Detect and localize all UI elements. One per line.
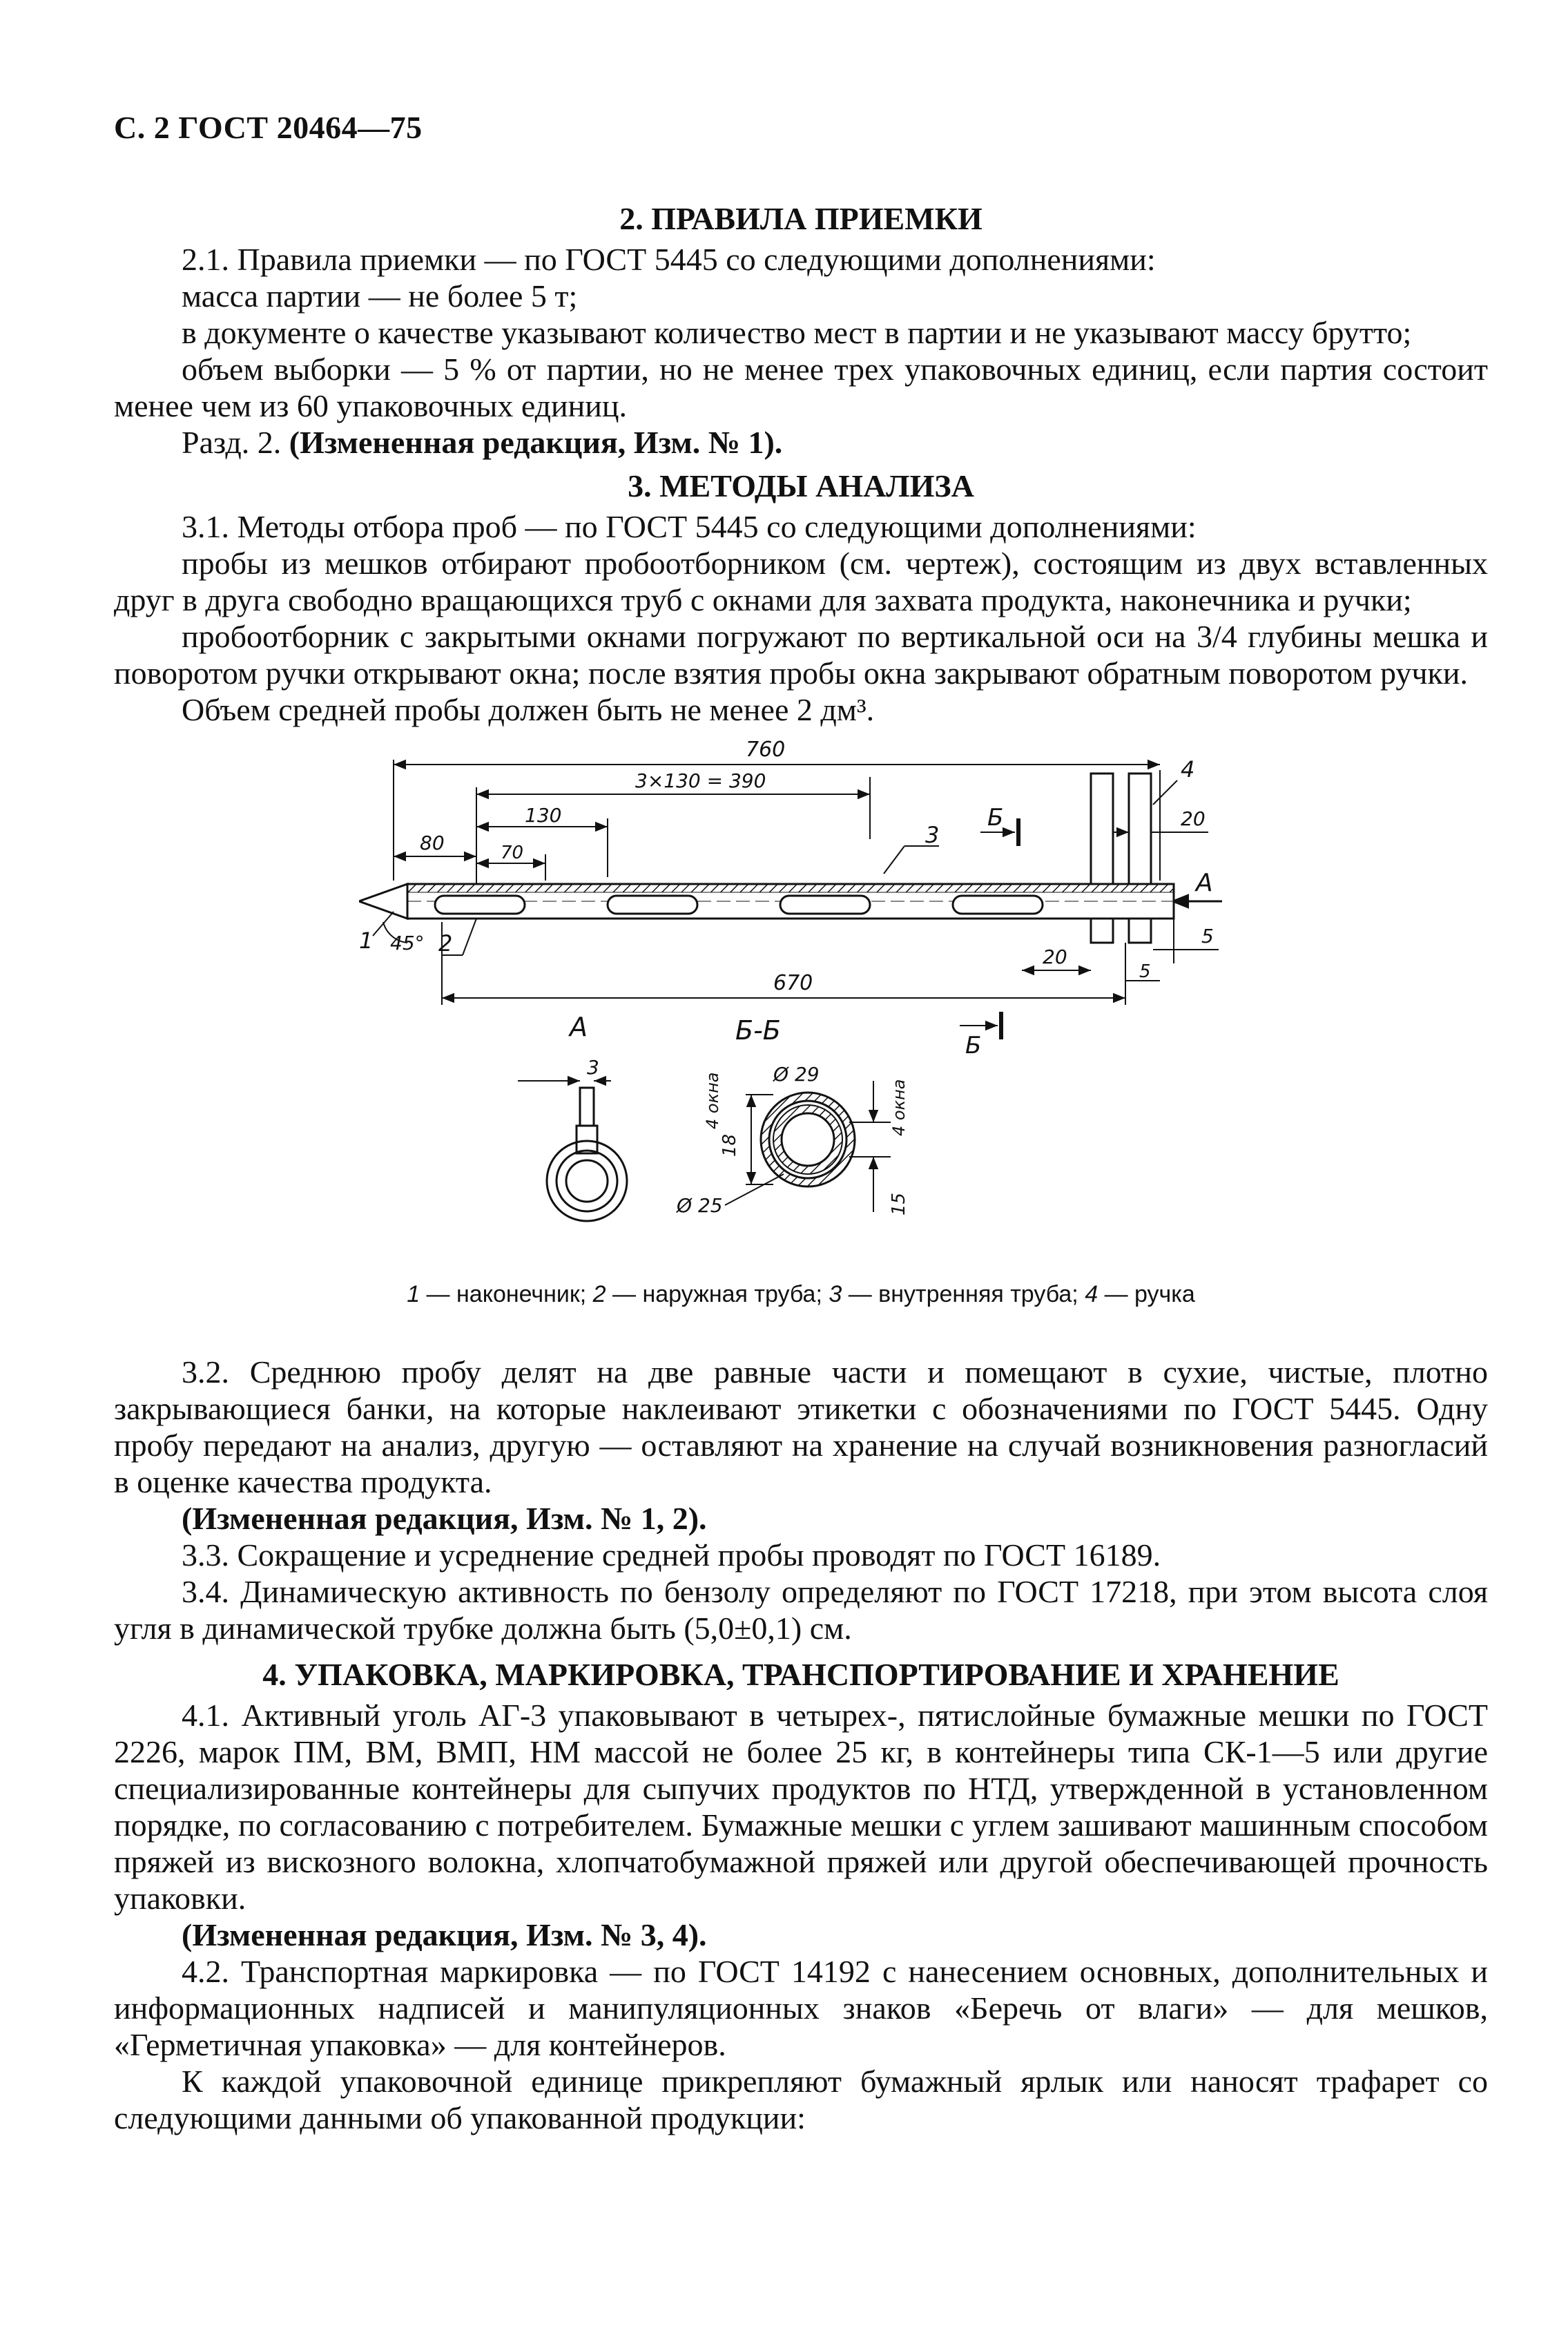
page-header: С. 2 ГОСТ 20464—75 (114, 110, 423, 145)
caption-num-4: 4 (1085, 1281, 1098, 1307)
paragraph-3-3: 3.3. Сокращение и усреднение средней пробы проводят по ГОСТ 16189. (182, 1537, 1161, 1573)
angle-45: 45° (390, 932, 425, 954)
paragraph-2-1-sample: объем выборки — 5 % от партии, но не менее трех упаковочных единиц, если партия состоит менее чем из 60 упаковочных единиц. (114, 352, 1488, 423)
amendment-prefix: Разд. 2. (182, 425, 282, 460)
paragraph-4-2-label: К каждой упаковочной единице прикрепляют бумажный ярлык или наносят трафарет со следующими данными об упакованной продукции: (114, 2064, 1488, 2135)
view-arrow-a: А (1196, 869, 1213, 897)
caption-text-1: — наконечник; (420, 1281, 593, 1307)
label-1: 1 (359, 928, 374, 954)
dim-760: 760 (746, 738, 786, 762)
section-mark-bottom: Б (965, 1032, 982, 1059)
dim-3: 3 (587, 1056, 599, 1079)
section-2-title: 2. ПРАВИЛА ПРИЕМКИ (619, 201, 983, 236)
sampler-drawing-svg (359, 736, 1229, 1260)
dim-d29: Ø 29 (773, 1063, 820, 1086)
paragraph-2-1-mass: масса партии — не более 5 т; (182, 278, 578, 314)
section-label: Б-Б (735, 1015, 781, 1046)
dim-20-lower: 20 (1043, 945, 1067, 968)
caption-num-1: 1 (407, 1281, 420, 1307)
dim-15: 15 (889, 1192, 909, 1216)
amendment-4-1: (Измененная редакция, Изм. № 3, 4). (182, 1917, 707, 1952)
sampler-drawing (359, 736, 1229, 1260)
figure-caption (114, 1281, 1488, 1308)
dim-3x130: 3×130 = 390 (635, 769, 766, 792)
paragraph-2-amendment (114, 424, 1488, 461)
paragraph-3-4: 3.4. Динамическую активность по бензолу определяют по ГОСТ 17218, при этом высота слоя угля в динамической трубке должна быть (5,0±0,1) см. (114, 1574, 1488, 1646)
caption-num-2: 2 (592, 1281, 606, 1307)
dim-70: 70 (501, 843, 524, 863)
dim-670: 670 (773, 971, 813, 995)
dim-20-handle: 20 (1181, 807, 1206, 830)
upper-text-block (114, 193, 1488, 728)
paragraph-4-2: 4.2. Транспортная маркировка — по ГОСТ 14192 с нанесением основных, дополнительных и информационных надписей и манипуляционных знаков «Беречь от влаги» — для мешков, «Герметичная упаковка» — для контейнеров. (114, 1954, 1488, 2062)
paragraph-3-1-sampler: пробоотборник с закрытыми окнами погружают по вертикальной оси на 3/4 глубины мешка и поворотом ручки открывают окна; после взятия пробы окна закрывают обратным поворотом ручки. (114, 619, 1488, 691)
section-4-title: 4. УПАКОВКА, МАРКИРОВКА, ТРАНСПОРТИРОВАНИЕ И ХРАНЕНИЕ (262, 1657, 1339, 1692)
caption-text-3: — внутренняя труба; (842, 1281, 1085, 1307)
okno-left: 4 окна (703, 1072, 722, 1129)
dim-d25: Ø 25 (677, 1194, 723, 1217)
section-3-title: 3. МЕТОДЫ АНАЛИЗА (628, 468, 974, 503)
paragraph-2-1: 2.1. Правила приемки — по ГОСТ 5445 со следующими дополнениями: (182, 242, 1156, 277)
dim-5-right: 5 (1201, 925, 1214, 948)
label-4: 4 (1181, 756, 1195, 782)
paragraph-3-2: 3.2. Среднюю пробу делят на две равные части и помещают в сухие, чистые, плотно закрывающиеся банки, на которые наклеивают этикетки с обозначениями по ГОСТ 5445. Одну пробу передают на анализ, другую — оставляют на хранение на случай возникновения разногласий в оценке качества продукта. (114, 1354, 1488, 1499)
dim-5-lower: 5 (1139, 961, 1151, 982)
amendment-note: (Измененная редакция, Изм. № 1). (289, 425, 783, 460)
label-3: 3 (925, 822, 940, 848)
paragraph-3-1-volume: Объем средней пробы должен быть не менее 2 дм³. (182, 692, 875, 727)
caption-text-2: — наружная труба; (606, 1281, 829, 1307)
dim-18: 18 (719, 1133, 740, 1157)
okno-right: 4 окна (889, 1079, 909, 1136)
lower-text-block (114, 1354, 1488, 2136)
dim-80: 80 (420, 832, 445, 854)
caption-num-3: 3 (829, 1281, 842, 1307)
paragraph-2-1-document: в документе о качестве указывают количество мест в партии и не указывают массу брутто; (182, 315, 1412, 350)
caption-text-4: — ручка (1098, 1281, 1195, 1307)
dim-130: 130 (525, 804, 562, 827)
paragraph-3-1-samples: пробы из мешков отбирают пробоотборником (см. чертеж), состоящим из двух вставленных друг в друга свободно вращающихся труб с окнами для захвата продукта, наконечника и ручки; (114, 546, 1488, 617)
view-a-label: А (570, 1012, 588, 1042)
paragraph-4-1: 4.1. Активный уголь АГ-3 упаковывают в четырех-, пятислойные бумажные мешки по ГОСТ 2226, марок ПМ, ВМ, ВМП, НМ массой не более 25 кг, в контейнеры типа СК-1—5 или другие специализированные контейнеры для сыпучих продуктов по НТД, утвержденной в установленном порядке, по согласованию с потребителем. Бумажные мешки с углем зашивают машинным способом пряжей из вискозного волокна, хлопчатобумажной пряжей или другой обеспечивающей прочность упаковки. (114, 1698, 1488, 1916)
label-2: 2 (438, 930, 453, 957)
section-mark-top: Б (987, 804, 1004, 832)
amendment-3-2: (Измененная редакция, Изм. № 1, 2). (182, 1501, 707, 1536)
paragraph-3-1: 3.1. Методы отбора проб — по ГОСТ 5445 со следующими дополнениями: (182, 509, 1197, 544)
